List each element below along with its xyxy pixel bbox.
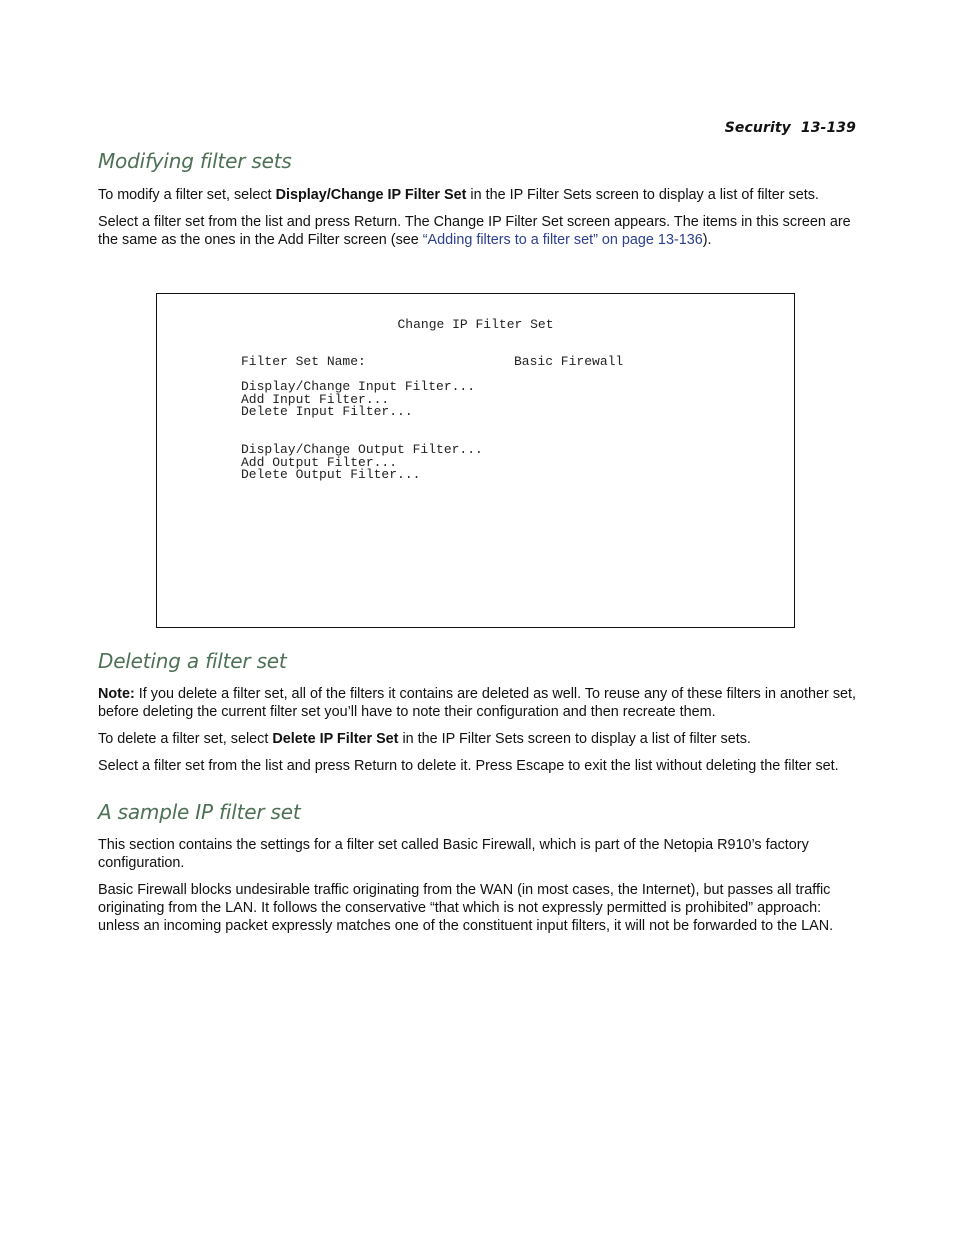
text-run: Select a filter set from the list and press Return. The Change IP Filter Set screen appears. The items in this screen are the same as the ones in the Add Filter screen (see [98,214,851,248]
paragraph-sample-2: Basic Firewall blocks undesirable traffic originating from the WAN (in most cases, the Internet), but passes all traffic originating from the LAN. It follows the conservative “that which is not expressly permitted is prohibited” approach: unless an incoming packet expressly matches one of the constituent input filters, it will not be forwarded to the LAN. [98,882,834,934]
paragraph-delete-1 [98,730,858,748]
section-lower [98,646,858,935]
menu-item-delete-output-filter[interactable]: Delete Output Filter... [241,467,421,483]
note-label: Note: [98,686,135,702]
heading-a-sample-ip-filter-set: A sample IP filter set [98,800,301,824]
note-text: If you delete a filter set, all of the filters it contains are deleted as well. To reuse any of these filters in another set, before deleting the current filter set you’ll have to note their configuration and then recreate them. [98,686,857,720]
page-number: 13-139 [800,120,856,136]
chapter-name: Security [724,120,791,136]
terminal-title: Change IP Filter Set [397,317,554,332]
menu-item-add-input-filter[interactable]: Add Input Filter... [241,391,390,407]
heading-deleting-a-filter-set: Deleting a filter set [98,649,287,673]
text-run: To delete a filter set, select [98,731,273,747]
text-run: To modify a filter set, select [98,187,276,203]
terminal-screen-change-ip-filter-set [156,293,795,628]
menu-command-display-change: Display/Change IP Filter Set [275,187,467,203]
note-paragraph [98,685,858,721]
section-modifying [98,146,858,249]
paragraph-modify-1 [98,186,858,204]
heading-modifying-filter-sets: Modifying filter sets [98,149,292,173]
cross-reference-link[interactable]: “Adding filters to a filter set” on page 13-136 [422,232,703,248]
paragraph-delete-2: Select a filter set from the list and press Return to delete it. Press Escape to exit the list without deleting the filter set. [98,758,839,774]
paragraph-modify-2 [98,213,858,249]
menu-item-add-output-filter[interactable]: Add Output Filter... [241,454,398,470]
menu-command-delete: Delete IP Filter Set [272,731,399,747]
filter-set-name-value[interactable]: Basic Firewall [514,354,624,369]
text-run: in the IP Filter Sets screen to display a list of filter sets. [398,731,751,747]
filter-set-name-label: Filter Set Name: [241,354,366,369]
paragraph-sample-1: This section contains the settings for a filter set called Basic Firewall, which is part of the Netopia R910’s factory configuration. [98,837,809,871]
text-run: ). [702,232,712,248]
menu-item-delete-input-filter[interactable]: Delete Input Filter... [241,404,413,420]
menu-item-display-change-input-filter[interactable]: Display/Change Input Filter... [241,379,476,394]
text-run: in the IP Filter Sets screen to display a list of filter sets. [466,187,819,203]
running-header [725,120,856,136]
menu-item-display-change-output-filter[interactable]: Display/Change Output Filter... [241,442,483,457]
